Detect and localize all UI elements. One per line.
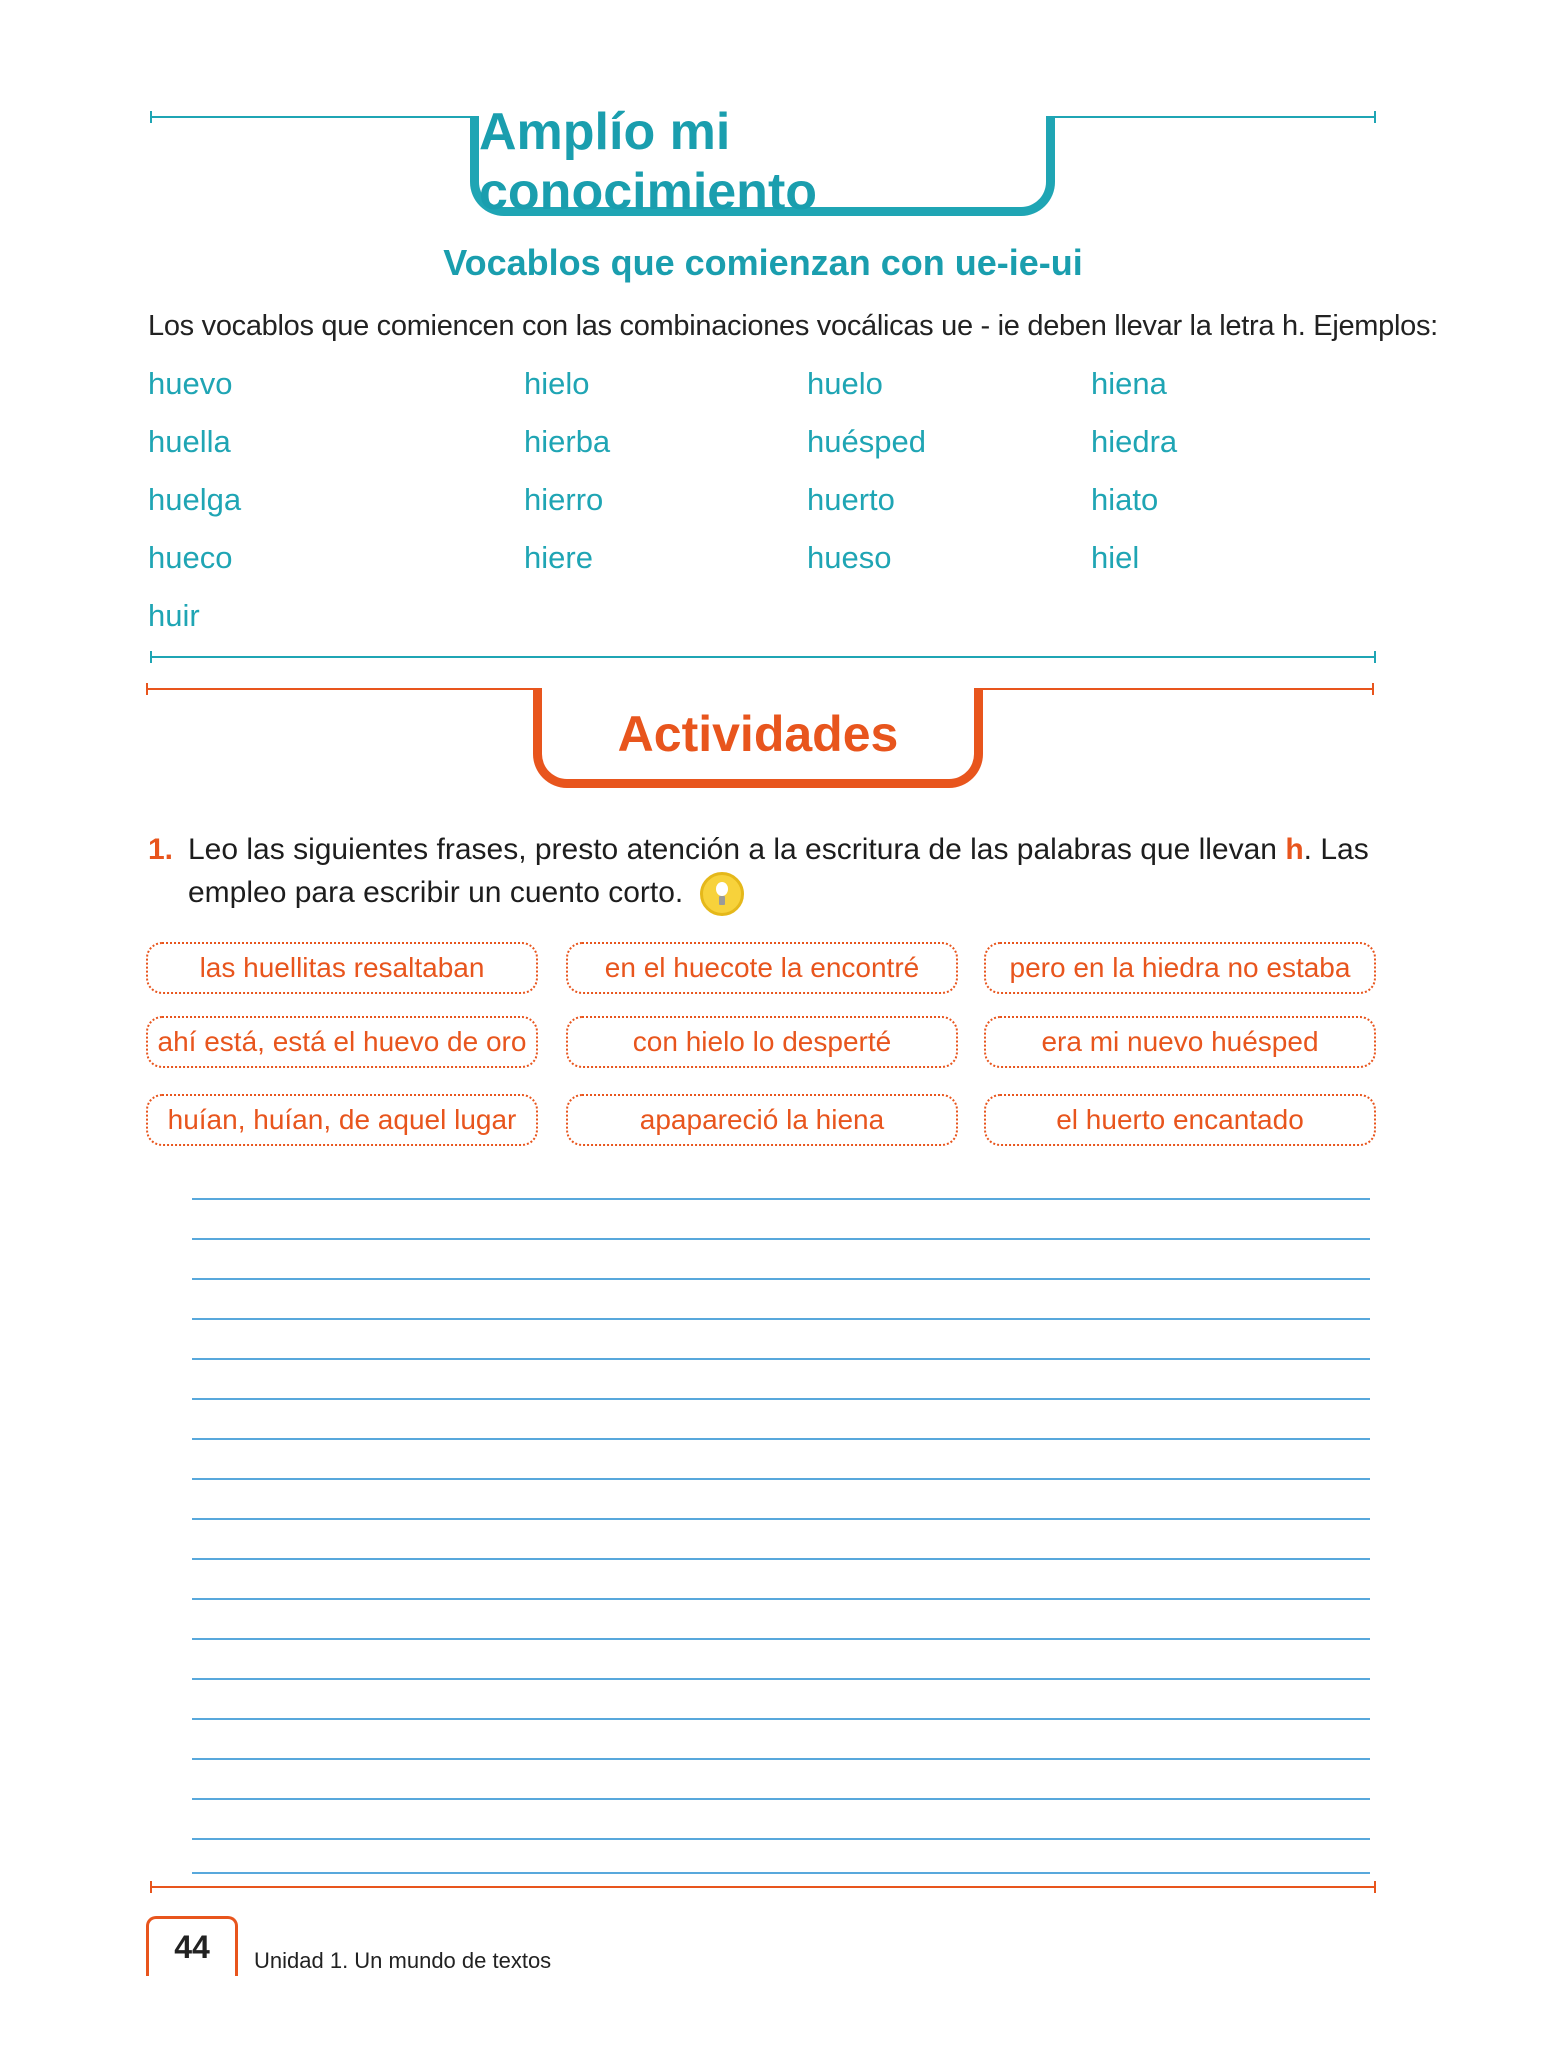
phrase-text: huían, huían, de aquel lugar — [167, 1104, 517, 1135]
phrase-box — [984, 942, 1376, 994]
word-item: huelga — [148, 482, 242, 517]
section1-intro: Los vocablos que comiencen con las combinaciones vocálicas ue - ie deben llevar la letra h. Ejemplos: — [148, 310, 1438, 342]
writing-line — [192, 1718, 1370, 1720]
activity-highlight: h — [1285, 833, 1304, 866]
writing-line — [192, 1238, 1370, 1240]
word-item: hiato — [1091, 482, 1159, 517]
section2-bottom-rule — [150, 1886, 1376, 1888]
writing-line — [192, 1438, 1370, 1440]
phrase-text: era mi nuevo huésped — [1041, 1026, 1319, 1057]
word-item: hiere — [524, 540, 593, 575]
word-item: hueco — [148, 540, 233, 575]
writing-line — [192, 1558, 1370, 1560]
word-column-4 — [1091, 366, 1177, 598]
phrase-box — [984, 1094, 1376, 1146]
word-item: hielo — [524, 366, 590, 401]
writing-line — [192, 1838, 1370, 1840]
word-item: huelo — [807, 366, 883, 401]
writing-line — [192, 1598, 1370, 1600]
page-number: 44 — [174, 1929, 210, 1965]
phrase-box — [146, 1016, 538, 1068]
word-item: huevo — [148, 366, 233, 401]
phrase-box — [146, 1094, 538, 1146]
writing-line — [192, 1518, 1370, 1520]
phrase-box — [566, 942, 958, 994]
phrase-box — [984, 1016, 1376, 1068]
writing-line — [192, 1758, 1370, 1760]
section2-title: Actividades — [617, 705, 899, 762]
word-item: hiena — [1091, 366, 1167, 401]
word-column-3 — [807, 366, 926, 598]
phrase-box — [146, 942, 538, 994]
word-item: hierba — [524, 424, 611, 459]
word-item: hueso — [807, 540, 892, 575]
word-item: hierro — [524, 482, 604, 517]
word-item: huerto — [807, 482, 895, 517]
activity-body — [188, 828, 1378, 916]
section1-bottom-rule — [150, 656, 1376, 658]
writing-line — [192, 1678, 1370, 1680]
page-number-tab — [146, 1916, 238, 1976]
word-item: hiedra — [1091, 424, 1178, 459]
activity-text-after: . Las empleo para escribir un cuento corto. — [188, 833, 1369, 909]
phrase-text: las huellitas resaltaban — [199, 952, 485, 983]
word-item: huésped — [807, 424, 926, 459]
writing-line — [192, 1638, 1370, 1640]
phrase-text: pero en la hiedra no estaba — [1009, 952, 1351, 983]
writing-line — [192, 1872, 1370, 1874]
phrase-box — [566, 1094, 958, 1146]
lightbulb-icon — [700, 872, 744, 916]
section1-title: Amplío mi conocimiento — [479, 102, 818, 221]
activity-instruction — [148, 828, 1378, 916]
writing-line — [192, 1278, 1370, 1280]
word-item: huella — [148, 424, 231, 459]
word-item: hiel — [1091, 540, 1140, 575]
writing-line — [192, 1398, 1370, 1400]
section1-title-box — [470, 102, 1055, 221]
writing-line — [192, 1798, 1370, 1800]
writing-line — [192, 1198, 1370, 1200]
writing-line — [192, 1358, 1370, 1360]
section1-subtitle: Vocablos que comienzan con ue-ie-ui — [443, 242, 1083, 283]
section2-title-box — [533, 688, 983, 788]
word-column-1 — [148, 366, 241, 656]
activity-text-before: Leo las siguientes frases, presto atención a la escritura de las palabras que llevan — [188, 833, 1286, 866]
phrase-text: en el huecote la encontré — [604, 952, 920, 983]
activity-number: 1. — [148, 833, 174, 866]
writing-line — [192, 1478, 1370, 1480]
phrase-box — [566, 1016, 958, 1068]
word-item: huir — [148, 598, 200, 633]
phrase-text: el huerto encantado — [1056, 1104, 1304, 1135]
footer-unit-text: Unidad 1. Un mundo de textos — [254, 1948, 552, 1973]
phrase-text: apapareció la hiena — [639, 1104, 885, 1135]
writing-line — [192, 1318, 1370, 1320]
word-column-2 — [524, 366, 610, 598]
phrase-text: ahí está, está el huevo de oro — [157, 1026, 527, 1057]
phrase-text: con hielo lo desperté — [632, 1026, 892, 1057]
